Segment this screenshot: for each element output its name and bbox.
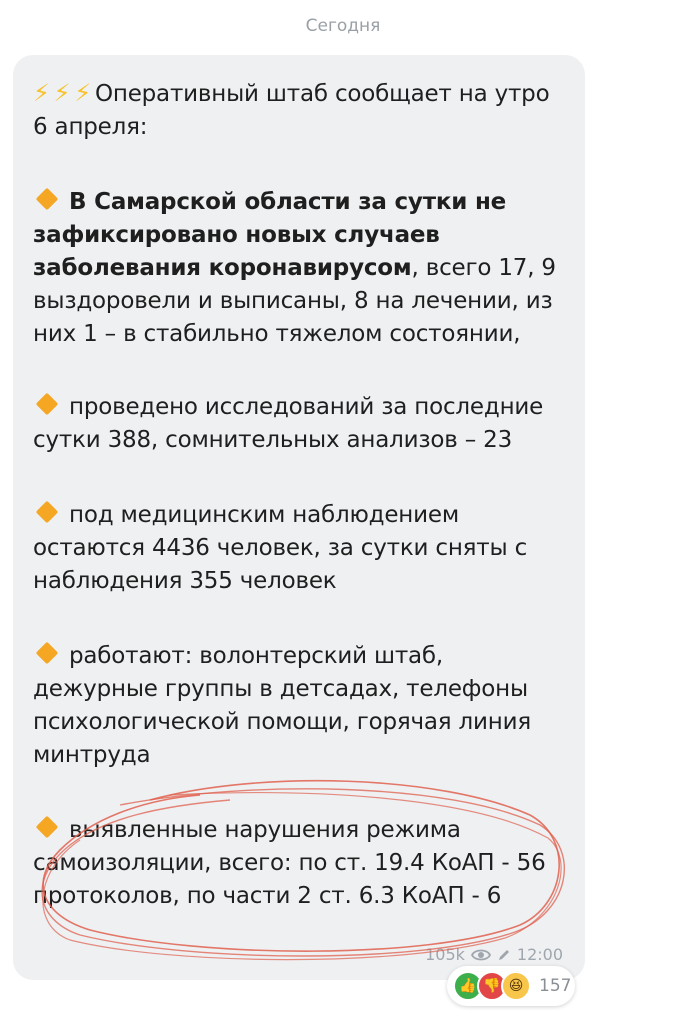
message-item xyxy=(33,391,567,457)
eye-icon xyxy=(471,948,491,962)
views-count: 105k xyxy=(425,945,465,964)
item-text: работают: волонтерский штаб, дежурные группы в детсадах, телефоны психологической помощи, горячая линия минтруда xyxy=(33,643,531,768)
message-item xyxy=(33,640,567,772)
message-time: 12:00 xyxy=(516,945,563,964)
message-item xyxy=(33,499,567,598)
reactions-bar[interactable] xyxy=(447,966,575,1006)
item-text: под медицинским наблюдением остаются 4436 человек, за сутки сняты с наблюдения 355 человек xyxy=(33,502,528,594)
laughing-emoji-icon[interactable]: 😆 xyxy=(501,971,531,1001)
orange-diamond-icon xyxy=(36,642,59,665)
item-text: проведено исследований за последние сутки 388, сомнительных анализов – 23 xyxy=(33,394,544,453)
date-separator: Сегодня xyxy=(305,16,381,36)
item-text: выявленные нарушения режима самоизоляции, всего: по ст. 19.4 КоАП - 56 протоколов, по части 2 ст. 6.3 КоАП - 6 xyxy=(33,817,546,909)
message-item xyxy=(33,814,567,913)
item-text: , всего 17, 9 выздоровели и выписаны, 8 на лечении, из них 1 – в стабильно тяжелом состоянии, xyxy=(33,255,556,347)
thumbs-down-icon[interactable]: 👎 xyxy=(477,971,507,1001)
orange-diamond-icon xyxy=(36,188,59,211)
item-bold-text: В Самарской области за сутки не зафиксировано новых случаев заболевания коронавирусом xyxy=(33,189,507,281)
message-bubble xyxy=(13,55,585,980)
lightning-icon: ⚡ xyxy=(53,79,71,107)
lightning-icon: ⚡ xyxy=(33,79,50,107)
reactions-count: 157 xyxy=(539,976,572,996)
orange-diamond-icon xyxy=(36,501,59,524)
intro-text: Оперативный штаб сообщает на утро 6 апреля: xyxy=(33,81,550,140)
pencil-icon xyxy=(497,948,511,962)
orange-diamond-icon xyxy=(36,816,59,839)
message-meta xyxy=(425,945,563,964)
message-intro xyxy=(33,77,567,144)
thumbs-up-icon[interactable]: 👍 xyxy=(453,971,483,1001)
lightning-icon: ⚡ xyxy=(74,79,91,107)
message-item xyxy=(33,186,567,351)
orange-diamond-icon xyxy=(36,393,59,416)
